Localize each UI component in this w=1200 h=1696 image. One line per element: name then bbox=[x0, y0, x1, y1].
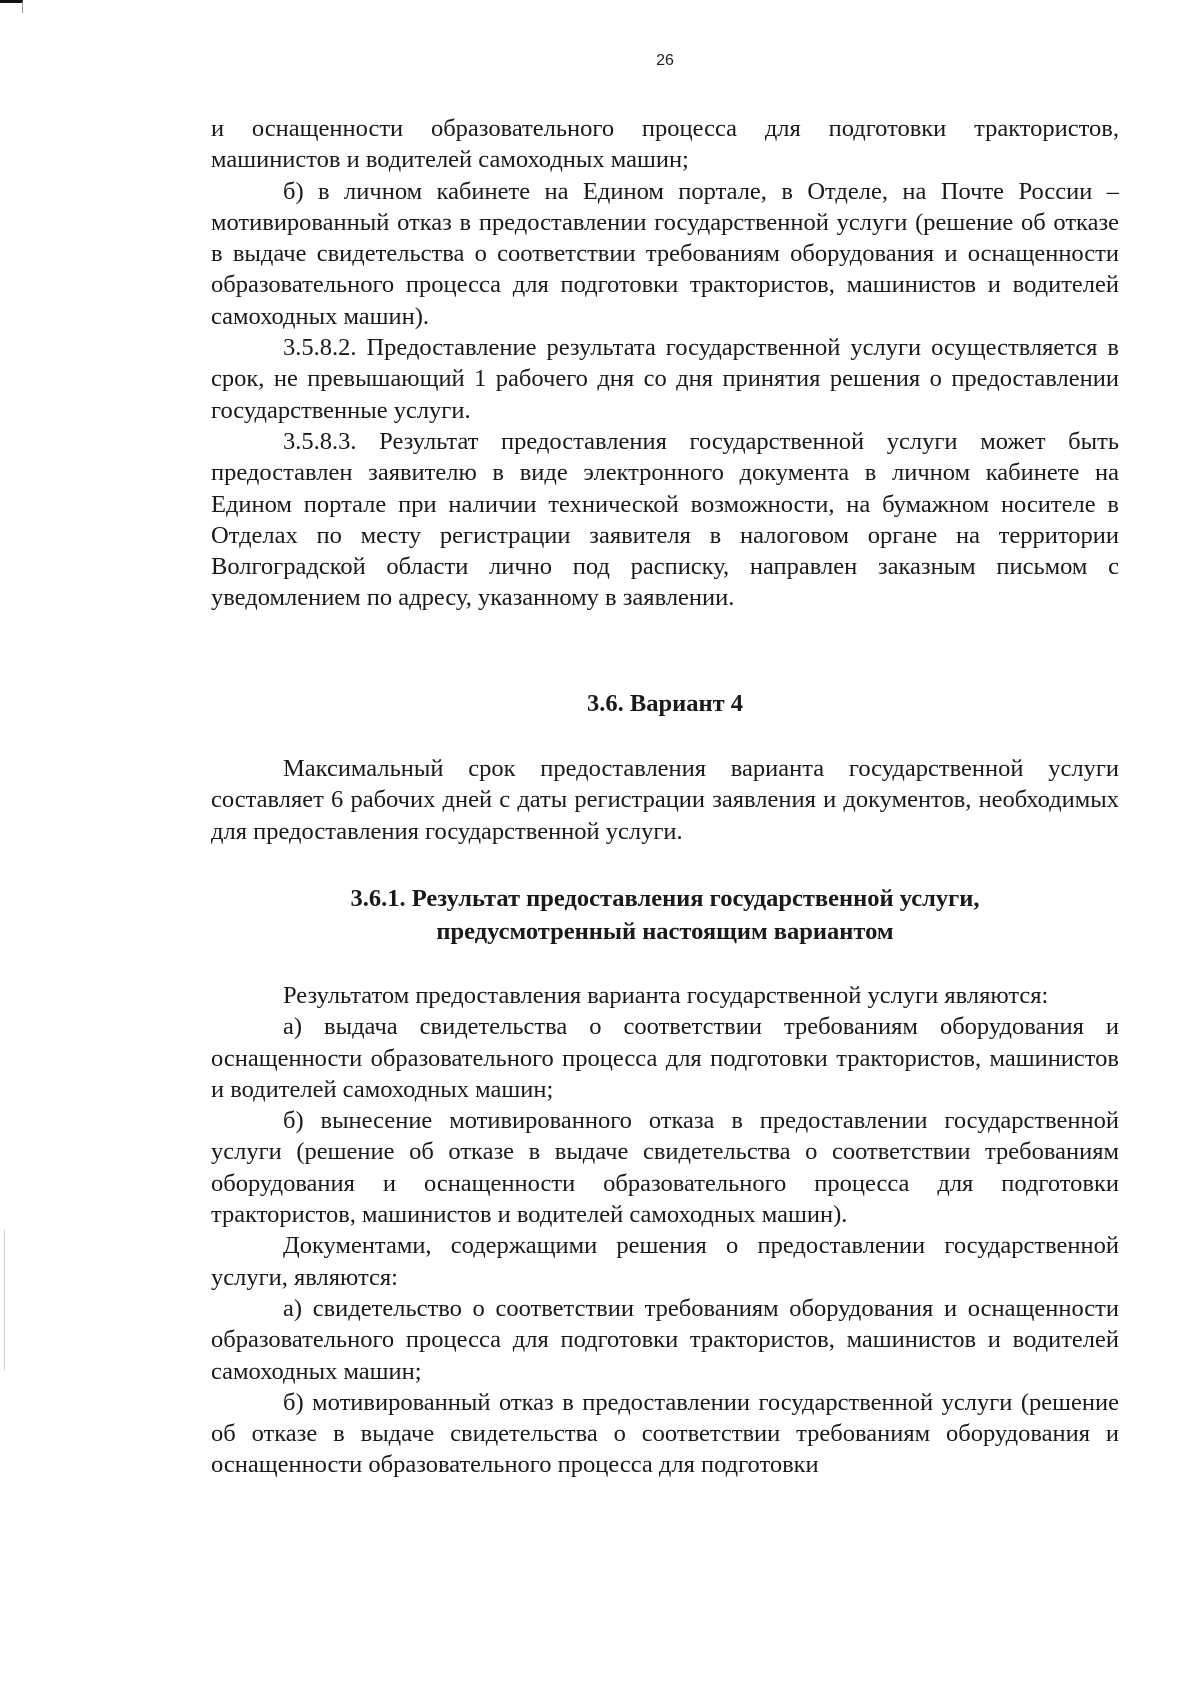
heading-line-2: предусмотренный настоящим вариантом bbox=[436, 918, 894, 945]
paragraph-result-intro: Результатом предоставления варианта государственной услуги являются: bbox=[283, 982, 1049, 1009]
paragraph-continuation: и оснащенности образовательного процесса для подготовки трактористов, машинистов и водителей самоходных машин; bbox=[211, 115, 1119, 174]
section-heading-3-6: 3.6. Вариант 4 bbox=[587, 690, 743, 717]
paragraph-documents-b: б) мотивированный отказ в предоставлении государственной услуги (решение об отказе в выдаче свидетельства о соответствии требованиям оборудования и оснащенности образовательного процесса для подготовки bbox=[211, 1388, 1119, 1479]
text-block-max-term bbox=[211, 753, 1119, 847]
paragraph-documents-intro: Документами, содержащими решения о предоставлении государственной услуги, являются: bbox=[211, 1232, 1119, 1291]
heading-line-1: 3.6.1. Результат предоставления государственной услуги, bbox=[350, 885, 980, 912]
section-heading-3-6-1 bbox=[211, 882, 1119, 948]
paragraph-result-a: а) выдача свидетельства о соответствии требованиям оборудования и оснащенности образовательного процесса для подготовки трактористов, машинистов и водителей самоходных машин; bbox=[211, 1013, 1119, 1103]
paragraph-documents-a: а) свидетельство о соответствии требованиям оборудования и оснащенности образовательного процесса для подготовки трактористов, машинистов и водителей самоходных машин; bbox=[211, 1294, 1119, 1385]
page-number: 26 bbox=[656, 52, 674, 69]
scan-corner-mark bbox=[0, 0, 23, 13]
text-block-continuation bbox=[211, 113, 1119, 614]
paragraph-result-b: б) вынесение мотивированного отказа в предоставлении государственной услуги (решение об отказе в выдаче свидетельства о соответствии требованиям оборудования и оснащенности образовательного процесса для подготовки трактористов, машинистов и водителей самоходных машин). bbox=[211, 1107, 1119, 1229]
scan-edge-line bbox=[4, 1230, 5, 1370]
paragraph-max-term: Максимальный срок предоставления варианта государственной услуги составляет 6 рабочих дней с даты регистрации заявления и документов, необходимых для предоставления государственной услуги. bbox=[211, 755, 1119, 845]
text-block-result bbox=[211, 980, 1119, 1481]
paragraph-refusal-delivery: б) в личном кабинете на Едином портале, в Отделе, на Почте России – мотивированный отказ в предоставлении государственной услуги (решение об отказе в выдаче свидетельства о соответствии требованиям оборудования и оснащенности образовательного процесса для подготовки трактористов, машинистов и водителей самоходных машин). bbox=[211, 177, 1119, 330]
paragraph-3-5-8-2: 3.5.8.2. Предоставление результата государственной услуги осуществляется в срок, не превышающий 1 рабочего дня со дня принятия решения о предоставлении государственные услуги. bbox=[211, 334, 1119, 424]
paragraph-3-5-8-3: 3.5.8.3. Результат предоставления государственной услуги может быть предоставлен заявителю в виде электронного документа в личном кабинете на Едином портале при наличии технической возможности, на бумажном носителе в Отделах по месту регистрации заявителя в налоговом органе на территории Волгоградской области лично под расписку, направлен заказным письмом с уведомлением по адресу, указанному в заявлении. bbox=[211, 427, 1119, 612]
